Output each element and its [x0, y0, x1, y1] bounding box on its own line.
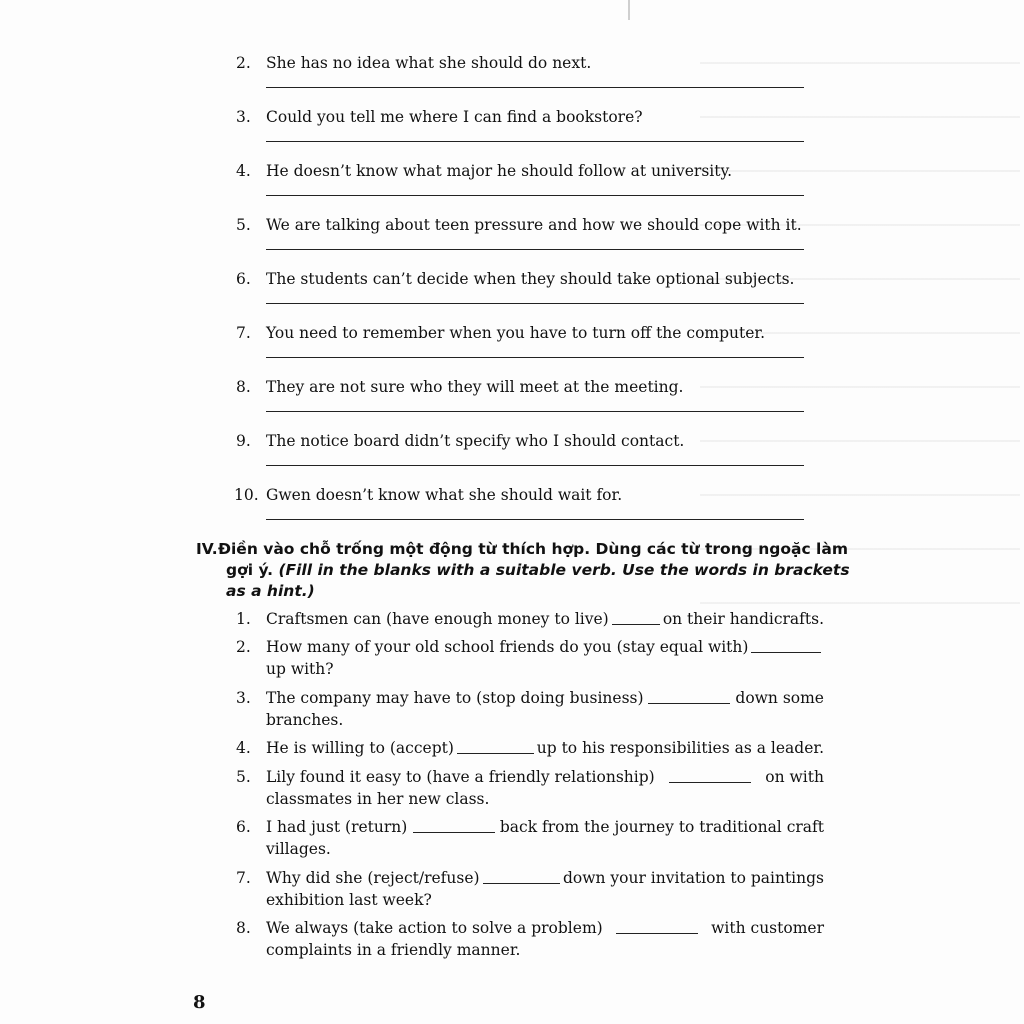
answer-line[interactable] — [266, 249, 804, 250]
fill-blank[interactable] — [457, 737, 534, 754]
text-after-blank: down your invitation to paintings — [562, 869, 824, 887]
fill-blank[interactable] — [751, 636, 821, 653]
item-number: 8. — [236, 919, 251, 937]
item-sentence: The notice board didn’t specify who I should contact. — [266, 432, 685, 450]
rewrite-item-2 — [236, 53, 816, 107]
text-after-blank: up to his responsibilities as a leader. — [536, 739, 824, 757]
fill-blank[interactable] — [648, 687, 730, 704]
item-continuation: villages. — [266, 840, 331, 858]
rewrite-item-9 — [236, 431, 816, 485]
text-after-blank: with customer — [711, 919, 824, 937]
rewrite-item-8 — [236, 377, 816, 431]
item-sentence: They are not sure who they will meet at the meeting. — [266, 378, 684, 396]
item-line — [266, 867, 824, 889]
item-sentence: The students can’t decide when they should take optional subjects. — [266, 270, 795, 288]
text-before-blank: He is willing to (accept) — [266, 739, 454, 757]
page-fold-mark — [628, 0, 630, 20]
item-number: 3. — [236, 689, 251, 707]
item-number: 1. — [236, 610, 251, 628]
text-before-blank: Why did she (reject/refuse) — [266, 869, 480, 887]
rewrite-item-6 — [236, 269, 816, 323]
answer-line[interactable] — [266, 465, 804, 466]
item-number: 9. — [236, 432, 251, 450]
text-before-blank: The company may have to (stop doing business) — [266, 689, 644, 707]
text-before-blank: Craftsmen can (have enough money to live) — [266, 610, 609, 628]
heading-line-2 — [226, 560, 850, 581]
item-number: 6. — [236, 270, 251, 288]
answer-line[interactable] — [266, 195, 804, 196]
text-after-blank: on their handicrafts. — [662, 610, 824, 628]
rewrite-item-5 — [236, 215, 816, 269]
item-continuation: up with? — [266, 660, 334, 678]
item-continuation: classmates in her new class. — [266, 790, 490, 808]
answer-line[interactable] — [266, 411, 804, 412]
item-sentence: He doesn’t know what major he should follow at university. — [266, 162, 733, 180]
answer-line[interactable] — [266, 87, 804, 88]
rewrite-item-3 — [236, 107, 816, 161]
item-number: 5. — [236, 768, 251, 786]
item-sentence: She has no idea what she should do next. — [266, 54, 592, 72]
item-line — [266, 687, 824, 709]
item-number: 7. — [236, 869, 251, 887]
item-number: 2. — [236, 54, 251, 72]
item-number: 3. — [236, 108, 251, 126]
item-sentence: Gwen doesn’t know what she should wait for. — [266, 486, 623, 504]
item-number: 4. — [236, 162, 251, 180]
text-before-blank: Lily found it easy to (have a friendly relationship) — [266, 768, 655, 786]
item-line — [266, 917, 824, 939]
fill-blank[interactable] — [612, 608, 660, 625]
text-after-blank: down some — [735, 689, 824, 707]
item-number: 8. — [236, 378, 251, 396]
fill-blank[interactable] — [483, 867, 560, 884]
rewrite-item-4 — [236, 161, 816, 215]
text-before-blank: I had just (return) — [266, 818, 408, 836]
heading-english-cont: as a hint.) — [226, 582, 315, 600]
item-number: 7. — [236, 324, 251, 342]
answer-line[interactable] — [266, 141, 804, 142]
heading-vietnamese: Điền vào chỗ trống một động từ thích hợp. Dùng các từ trong ngoặc làm — [218, 540, 848, 558]
answer-line[interactable] — [266, 519, 804, 520]
text-after-blank: on with — [765, 768, 824, 786]
heading-english: (Fill in the blanks with a suitable verb. Use the words in brackets — [278, 561, 850, 579]
exercise-number: IV. — [196, 540, 218, 558]
item-continuation: branches. — [266, 711, 344, 729]
item-sentence: You need to remember when you have to turn off the computer. — [266, 324, 766, 342]
heading-vietnamese-cont: gợi ý. — [226, 561, 274, 579]
rewrite-item-10 — [236, 485, 816, 539]
text-before-blank: How many of your old school friends do you (stay equal with) — [266, 638, 749, 656]
item-number: 4. — [236, 739, 251, 757]
text-after-blank: back from the journey to traditional craft — [499, 818, 824, 836]
item-number: 10. — [234, 486, 259, 504]
item-number: 5. — [236, 216, 251, 234]
item-line — [266, 766, 824, 788]
answer-line[interactable] — [266, 357, 804, 358]
answer-line[interactable] — [266, 303, 804, 304]
item-line — [266, 636, 824, 658]
rewrite-item-7 — [236, 323, 816, 377]
page-number: 8 — [193, 992, 206, 1013]
item-sentence: Could you tell me where I can find a bookstore? — [266, 108, 643, 126]
fill-blank[interactable] — [616, 917, 698, 934]
fill-blank[interactable] — [413, 816, 495, 833]
item-line — [266, 737, 824, 759]
item-line — [266, 608, 824, 630]
item-line — [266, 816, 824, 838]
item-number: 6. — [236, 818, 251, 836]
item-continuation: exhibition last week? — [266, 891, 432, 909]
item-continuation: complaints in a friendly manner. — [266, 941, 521, 959]
text-before-blank: We always (take action to solve a problem) — [266, 919, 603, 937]
item-sentence: We are talking about teen pressure and how we should cope with it. — [266, 216, 802, 234]
item-number: 2. — [236, 638, 251, 656]
fill-blank[interactable] — [669, 766, 751, 783]
